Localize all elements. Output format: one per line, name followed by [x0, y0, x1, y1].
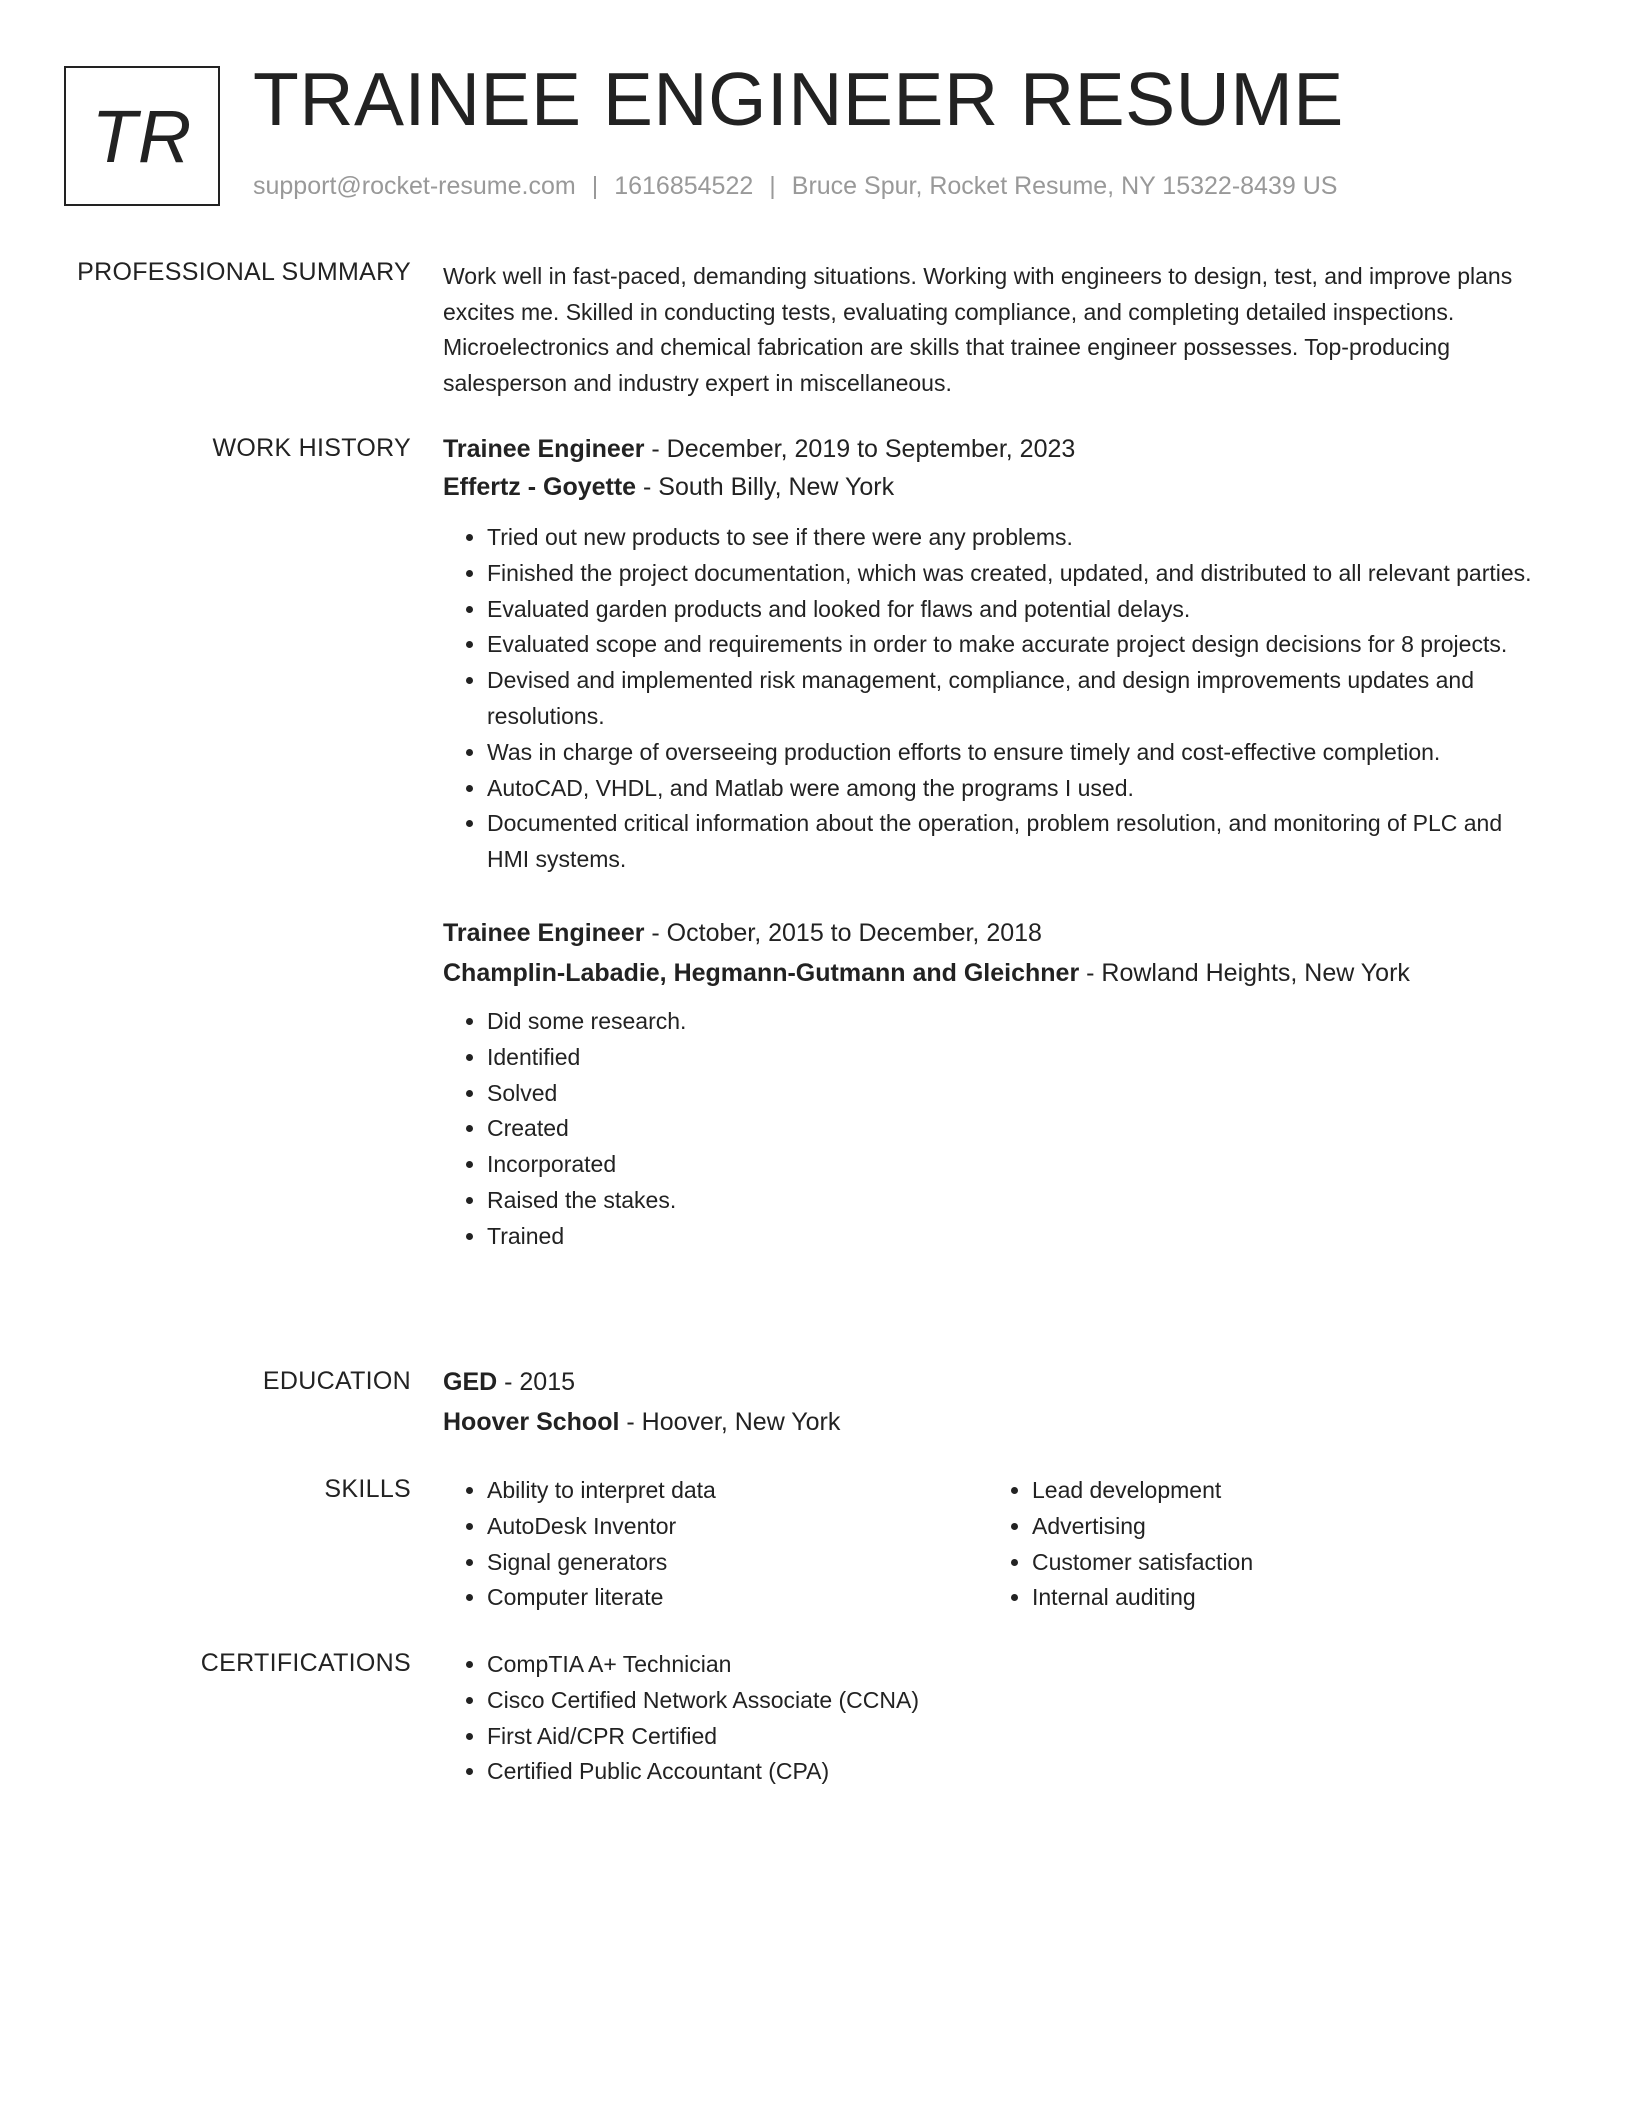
skills-list — [443, 1473, 988, 1616]
list-item: • Finished the project documentation, which was created, updated, and distributed to all relevant parties. — [487, 556, 1543, 592]
skills-grid — [443, 1473, 1543, 1616]
list-item: • Solved — [487, 1076, 1543, 1112]
contact-separator: | — [769, 172, 776, 200]
section-label-certifications: CERTIFICATIONS — [200, 1649, 411, 1677]
section-label-education: EDUCATION — [262, 1367, 411, 1395]
certifications-list — [443, 1647, 1543, 1790]
list-item: • First Aid/CPR Certified — [487, 1719, 1543, 1755]
certifications-body — [443, 1647, 1543, 1790]
list-item: • Ability to interpret data — [487, 1473, 988, 1509]
monogram-initials: TR — [91, 94, 193, 178]
education-school-line — [443, 1403, 1543, 1441]
job-dates: - October, 2015 to December, 2018 — [644, 918, 1042, 947]
list-item: • Advertising — [1032, 1509, 1533, 1545]
list-item: • Certified Public Accountant (CPA) — [487, 1754, 1543, 1790]
job-title-line — [443, 914, 1543, 952]
skills-column-left — [443, 1473, 988, 1616]
job-company-line — [443, 468, 1543, 506]
list-item: • Lead development — [1032, 1473, 1533, 1509]
list-item: • Incorporated — [487, 1147, 1543, 1183]
summary-text: Work well in fast-paced, demanding situations. Working with engineers to design, test, and improve plans excites me. Skilled in conducting tests, evaluating compliance, and completing detailed inspections. Microelectronics and chemical fabrication are skills that trainee engineer possesses. Top-producing salesperson and industry expert in miscellaneous. — [443, 263, 1513, 396]
education-degree: GED — [443, 1368, 498, 1396]
list-item: • Computer literate — [487, 1580, 988, 1616]
job-location: - Rowland Heights, New York — [1079, 958, 1410, 987]
contact-separator: | — [591, 172, 599, 200]
list-item: • Documented critical information about the operation, problem resolution, and monitoring of PLC and HMI systems. — [487, 806, 1543, 878]
job-location: - South Billy, New York — [636, 473, 895, 501]
section-label-summary: PROFESSIONAL SUMMARY — [77, 258, 411, 286]
list-item: • Did some research. — [487, 1004, 1543, 1040]
work-history-body — [443, 430, 1543, 1255]
job-company: Effertz - Goyette — [443, 473, 637, 501]
job-company-line — [443, 954, 1543, 992]
list-item: • Evaluated garden products and looked for flaws and potential delays. — [487, 592, 1543, 628]
education-location: - Hoover, New York — [619, 1408, 841, 1436]
education-year: - 2015 — [497, 1368, 576, 1396]
contact-address: Bruce Spur, Rocket Resume, NY 15322-8439 US — [791, 172, 1338, 200]
list-item: • Customer satisfaction — [1032, 1545, 1533, 1581]
list-item: • AutoCAD, VHDL, and Matlab were among the programs I used. — [487, 771, 1543, 807]
job-bullets — [443, 1004, 1543, 1255]
job-bullets — [443, 520, 1543, 878]
contact-phone: 1616854522 — [614, 172, 754, 200]
list-item: • AutoDesk Inventor — [487, 1509, 988, 1545]
list-item: • Tried out new products to see if there were any problems. — [487, 520, 1543, 556]
list-item: • Was in charge of overseeing production efforts to ensure timely and cost-effective completion. — [487, 735, 1543, 771]
contact-line — [253, 172, 1337, 201]
job-title-line — [443, 430, 1543, 468]
list-item: • Devised and implemented risk management, compliance, and design improvements updates and resolutions. — [487, 663, 1543, 735]
education-body — [443, 1363, 1543, 1441]
job-company: Champlin-Labadie, Hegmann-Gutmann and Gleichner — [443, 958, 1080, 987]
list-item: • Internal auditing — [1032, 1580, 1533, 1616]
list-item: • Cisco Certified Network Associate (CCNA) — [487, 1683, 1543, 1719]
job-entry — [443, 914, 1543, 1255]
job-title: Trainee Engineer — [443, 918, 645, 947]
list-item: • CompTIA A+ Technician — [487, 1647, 1543, 1683]
list-item: • Created — [487, 1111, 1543, 1147]
list-item: • Evaluated scope and requirements in order to make accurate project design decisions for 8 projects. — [487, 627, 1543, 663]
resume-title: TRAINEE ENGINEER RESUME — [253, 57, 1344, 141]
list-item: • Signal generators — [487, 1545, 988, 1581]
job-dates: - December, 2019 to September, 2023 — [644, 435, 1076, 463]
job-title: Trainee Engineer — [443, 435, 645, 463]
education-degree-line — [443, 1363, 1543, 1401]
skills-body — [443, 1473, 1543, 1616]
section-label-work-history: WORK HISTORY — [212, 434, 411, 462]
section-label-skills: SKILLS — [324, 1475, 411, 1503]
skills-list — [988, 1473, 1533, 1616]
skills-column-right — [988, 1473, 1533, 1616]
list-item: • Raised the stakes. — [487, 1183, 1543, 1219]
summary-body — [443, 259, 1543, 401]
job-entry — [443, 430, 1543, 878]
monogram-box — [64, 66, 220, 206]
education-school: Hoover School — [443, 1408, 620, 1436]
contact-email: support@rocket-resume.com — [253, 172, 576, 200]
list-item: • Trained — [487, 1219, 1543, 1255]
list-item: • Identified — [487, 1040, 1543, 1076]
